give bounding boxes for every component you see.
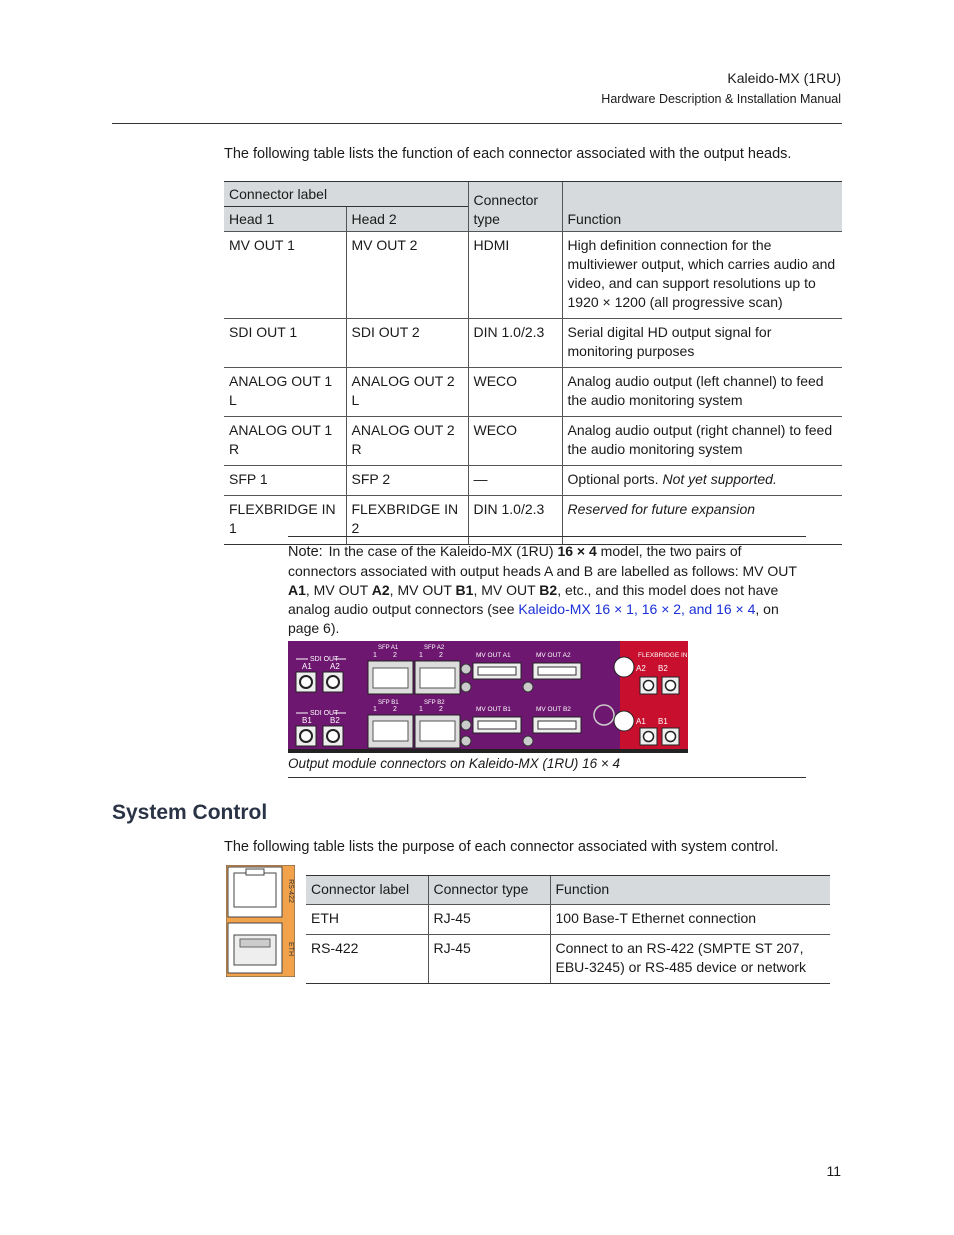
cell-function: High definition connection for the multiviewer output, which carries audio and video, and can support resolutions up to 1920 × 1200 (all progressive scan) [562, 232, 842, 319]
cell-head2: ANALOG OUT 2 L [346, 368, 468, 417]
section-heading-system-control: System Control [112, 801, 268, 824]
din-connector-icon [640, 728, 657, 745]
label-flex-a1: A1 [636, 717, 646, 726]
table-row [224, 417, 842, 466]
din-connector-icon [662, 677, 679, 694]
header-subtitle: Hardware Description & Installation Manual [601, 92, 841, 106]
col-head-1: Head 1 [224, 207, 346, 232]
sfp-cage-icon [368, 715, 413, 748]
label-led-1: 1 [373, 706, 377, 713]
label-mv-out-b1: MV OUT B1 [476, 706, 511, 713]
din-connector-icon [662, 728, 679, 745]
label-a2-top: A2 [330, 662, 340, 671]
label-a1-top: A1 [302, 662, 312, 671]
col-connector-type: Connector type [468, 182, 562, 232]
cell-type: — [468, 466, 562, 496]
label-led-2: 2 [439, 652, 443, 659]
page-number: 11 [826, 1163, 841, 1179]
system-control-table [306, 875, 830, 984]
table-row [306, 905, 830, 935]
bnc-connector-icon [296, 726, 316, 746]
system-control-connectors-image [226, 865, 295, 977]
table-row [306, 935, 830, 984]
label-led-1: 1 [373, 652, 377, 659]
label-flex-a2: A2 [636, 664, 646, 673]
cell-head1: ANALOG OUT 1 L [224, 368, 346, 417]
cell-type: DIN 1.0/2.3 [468, 319, 562, 368]
cell-function: 100 Base-T Ethernet connection [550, 905, 830, 935]
cell-label: RS-422 [306, 935, 428, 984]
hdmi-port-icon [473, 717, 521, 733]
cell-function: Reserved for future expansion [562, 496, 842, 545]
col-function: Function [562, 182, 842, 232]
label-led-2: 2 [439, 706, 443, 713]
label-b2-bottom: B2 [330, 716, 340, 725]
bnc-connector-icon [323, 672, 343, 692]
label-sfp-b1: SFP B1 [378, 700, 399, 706]
cell-function: Analog audio output (right channel) to feed the audio monitoring system [562, 417, 842, 466]
label-sfp-a2: SFP A2 [424, 645, 445, 651]
label-led-2: 2 [393, 706, 397, 713]
label-sfp-a1: SFP A1 [378, 645, 399, 651]
col-connector-type: Connector type [428, 876, 550, 905]
cell-function: Serial digital HD output signal for monitoring purposes [562, 319, 842, 368]
note-text: Note: In the case of the Kaleido-MX (1RU) 16 × 4 model, the two pairs of connectors associated with output heads A and B are labelled as follows: MV OUT A1, MV OUT A2, MV OUT B1, MV OUT B2, etc., and this model does not have analog audio output connectors (see Kaleido-MX 16 × 1, 16 × 2, and 16 × 4, on page 6). [288, 543, 797, 636]
label-b1-bottom: B1 [302, 716, 312, 725]
sfp-cage-icon [415, 661, 460, 694]
table-row [224, 368, 842, 417]
rj45-ports-illustration [226, 865, 295, 977]
label-mv-out-b2: MV OUT B2 [536, 706, 571, 713]
col-function: Function [550, 876, 830, 905]
cell-head1: FLEXBRIDGE IN 1 [224, 496, 346, 545]
mounting-hole-icon [614, 711, 634, 731]
cell-head2: SDI OUT 2 [346, 319, 468, 368]
output-connector-table [224, 181, 842, 545]
label-mv-out-a1: MV OUT A1 [476, 652, 511, 659]
sfp-cage-icon [368, 661, 413, 694]
cell-head2: ANALOG OUT 2 R [346, 417, 468, 466]
label-led-1: 1 [419, 706, 423, 713]
output-intro: The following table lists the function of each connector associated with the output heads. [224, 146, 792, 162]
hdmi-port-icon [533, 717, 581, 733]
cell-head1: SFP 1 [224, 466, 346, 496]
output-module-panel-image [288, 641, 688, 753]
label-led-2: 2 [393, 652, 397, 659]
label-sdi-out-top: SDI OUT [310, 656, 339, 663]
cell-head1: ANALOG OUT 1 R [224, 417, 346, 466]
output-rows [224, 232, 842, 545]
note-box [288, 536, 806, 778]
cell-type: RJ-45 [428, 935, 550, 984]
cell-function: Optional ports. Not yet supported. [562, 466, 842, 496]
din-connector-icon [640, 677, 657, 694]
label-flex-b1: B1 [658, 717, 668, 726]
label-led-1: 1 [419, 652, 423, 659]
figure-caption: Output module connectors on Kaleido-MX (1RU) 16 × 4 [288, 756, 621, 771]
mounting-hole-icon [614, 657, 634, 677]
col-group-connector-label: Connector label [224, 182, 468, 207]
cell-head1: SDI OUT 1 [224, 319, 346, 368]
cell-head2: FLEXBRIDGE IN 2 [346, 496, 468, 545]
cross-reference-link[interactable]: Kaleido-MX 16 × 1, 16 × 2, and 16 × 4 [518, 601, 756, 617]
label-eth: ETH [287, 942, 294, 956]
cell-type: RJ-45 [428, 905, 550, 935]
cell-function: Analog audio output (left channel) to feed the audio monitoring system [562, 368, 842, 417]
cell-type: WECO [468, 368, 562, 417]
table-row [224, 319, 842, 368]
label-sfp-b2: SFP B2 [424, 700, 445, 706]
cell-type: WECO [468, 417, 562, 466]
header-rule [112, 123, 842, 124]
table-row [224, 466, 842, 496]
cell-function: Connect to an RS-422 (SMPTE ST 207, EBU-3245) or RS-485 device or network [550, 935, 830, 984]
cell-head1: MV OUT 1 [224, 232, 346, 319]
cell-type: HDMI [468, 232, 562, 319]
col-connector-label: Connector label [306, 876, 428, 905]
col-head-2: Head 2 [346, 207, 468, 232]
cell-label: ETH [306, 905, 428, 935]
label-flexbridge-in: FLEXBRIDGE IN [638, 652, 688, 659]
sfp-cage-icon [415, 715, 460, 748]
bnc-connector-icon [296, 672, 316, 692]
hdmi-port-icon [473, 663, 521, 679]
label-sdi-out-bottom: SDI OUT [310, 710, 339, 717]
cell-type: DIN 1.0/2.3 [468, 496, 562, 545]
hdmi-port-icon [533, 663, 581, 679]
label-mv-out-a2: MV OUT A2 [536, 652, 571, 659]
table-row [224, 232, 842, 319]
note-label: Note: [288, 544, 323, 560]
label-flex-b2: B2 [658, 664, 668, 673]
output-module-illustration [288, 641, 688, 753]
header-title: Kaleido-MX (1RU) [727, 70, 841, 86]
cell-head2: SFP 2 [346, 466, 468, 496]
system-control-intro: The following table lists the purpose of each connector associated with system control. [224, 839, 779, 855]
label-rs422: RS-422 [287, 879, 294, 903]
bnc-connector-icon [323, 726, 343, 746]
cell-head2: MV OUT 2 [346, 232, 468, 319]
